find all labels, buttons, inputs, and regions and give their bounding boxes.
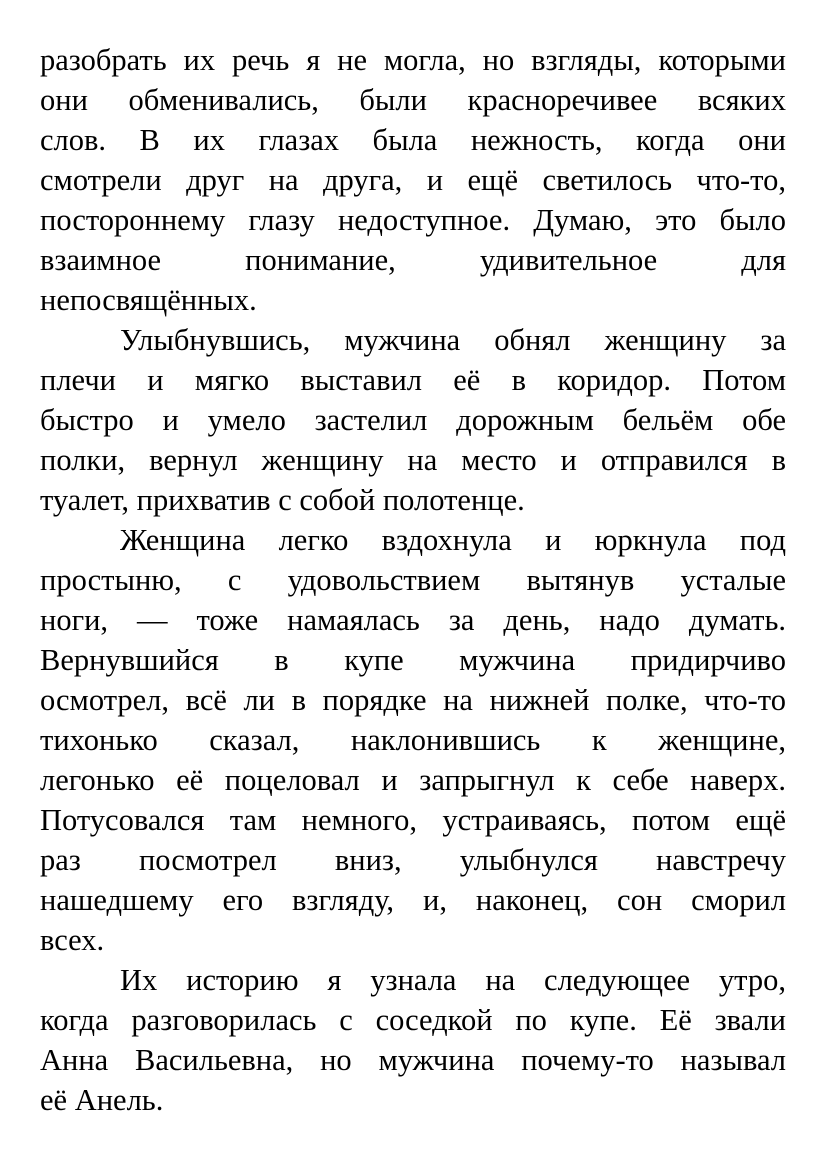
text-line: смотрели друг на друга, и ещё светилось что-то,	[40, 163, 786, 197]
paragraph-2	[40, 320, 786, 520]
text-line: туалет, прихватив с собой полотенце.	[40, 483, 525, 517]
text-line: постороннему глазу недоступное. Думаю, это было	[40, 203, 786, 237]
paragraph-3	[40, 520, 786, 960]
text-line: плечи и мягко выставил её в коридор. Потом	[40, 363, 786, 397]
text-line: Женщина легко вздохнула и юркнула под	[120, 523, 786, 557]
text-line: взаимное понимание, удивительное для	[40, 243, 786, 277]
text-line: Их историю я узнала на следующее утро,	[120, 963, 786, 997]
text-line: простыню, с удовольствием вытянув усталые	[40, 563, 786, 597]
text-line: легонько её поцеловал и запрыгнул к себе наверх.	[40, 763, 786, 797]
text-line: когда разговорилась с соседкой по купе. Её звали	[40, 1003, 786, 1037]
text-line: быстро и умело застелил дорожным бельём обе	[40, 403, 786, 437]
text-line: Улыбнувшись, мужчина обнял женщину за	[120, 323, 786, 357]
text-line: осмотрел, всё ли в порядке на нижней полке, что-то	[40, 683, 786, 717]
paragraph-1	[40, 40, 786, 320]
text-line: непосвящённых.	[40, 283, 257, 317]
text-line: Потусовался там немного, устраиваясь, потом ещё	[40, 803, 786, 837]
text-line: раз посмотрел вниз, улыбнулся навстречу	[40, 843, 786, 877]
text-line: они обменивались, были красноречивее всяких	[40, 83, 786, 117]
text-line: Анна Васильевна, но мужчина почему-то называл	[40, 1043, 786, 1077]
text-line: нашедшему его взгляду, и, наконец, сон сморил	[40, 883, 786, 917]
text-line: полки, вернул женщину на место и отправился в	[40, 443, 786, 477]
text-line: разобрать их речь я не могла, но взгляды, которыми	[40, 43, 786, 77]
document-page	[40, 40, 786, 1120]
text-line: ноги, — тоже намаялась за день, надо думать.	[40, 603, 786, 637]
text-line: тихонько сказал, наклонившись к женщине,	[40, 723, 786, 757]
paragraph-4	[40, 960, 786, 1120]
text-line: всех.	[40, 923, 105, 957]
text-line: её Анель.	[40, 1083, 164, 1117]
text-line: слов. В их глазах была нежность, когда они	[40, 123, 786, 157]
text-line: Вернувшийся в купе мужчина придирчиво	[40, 643, 786, 677]
